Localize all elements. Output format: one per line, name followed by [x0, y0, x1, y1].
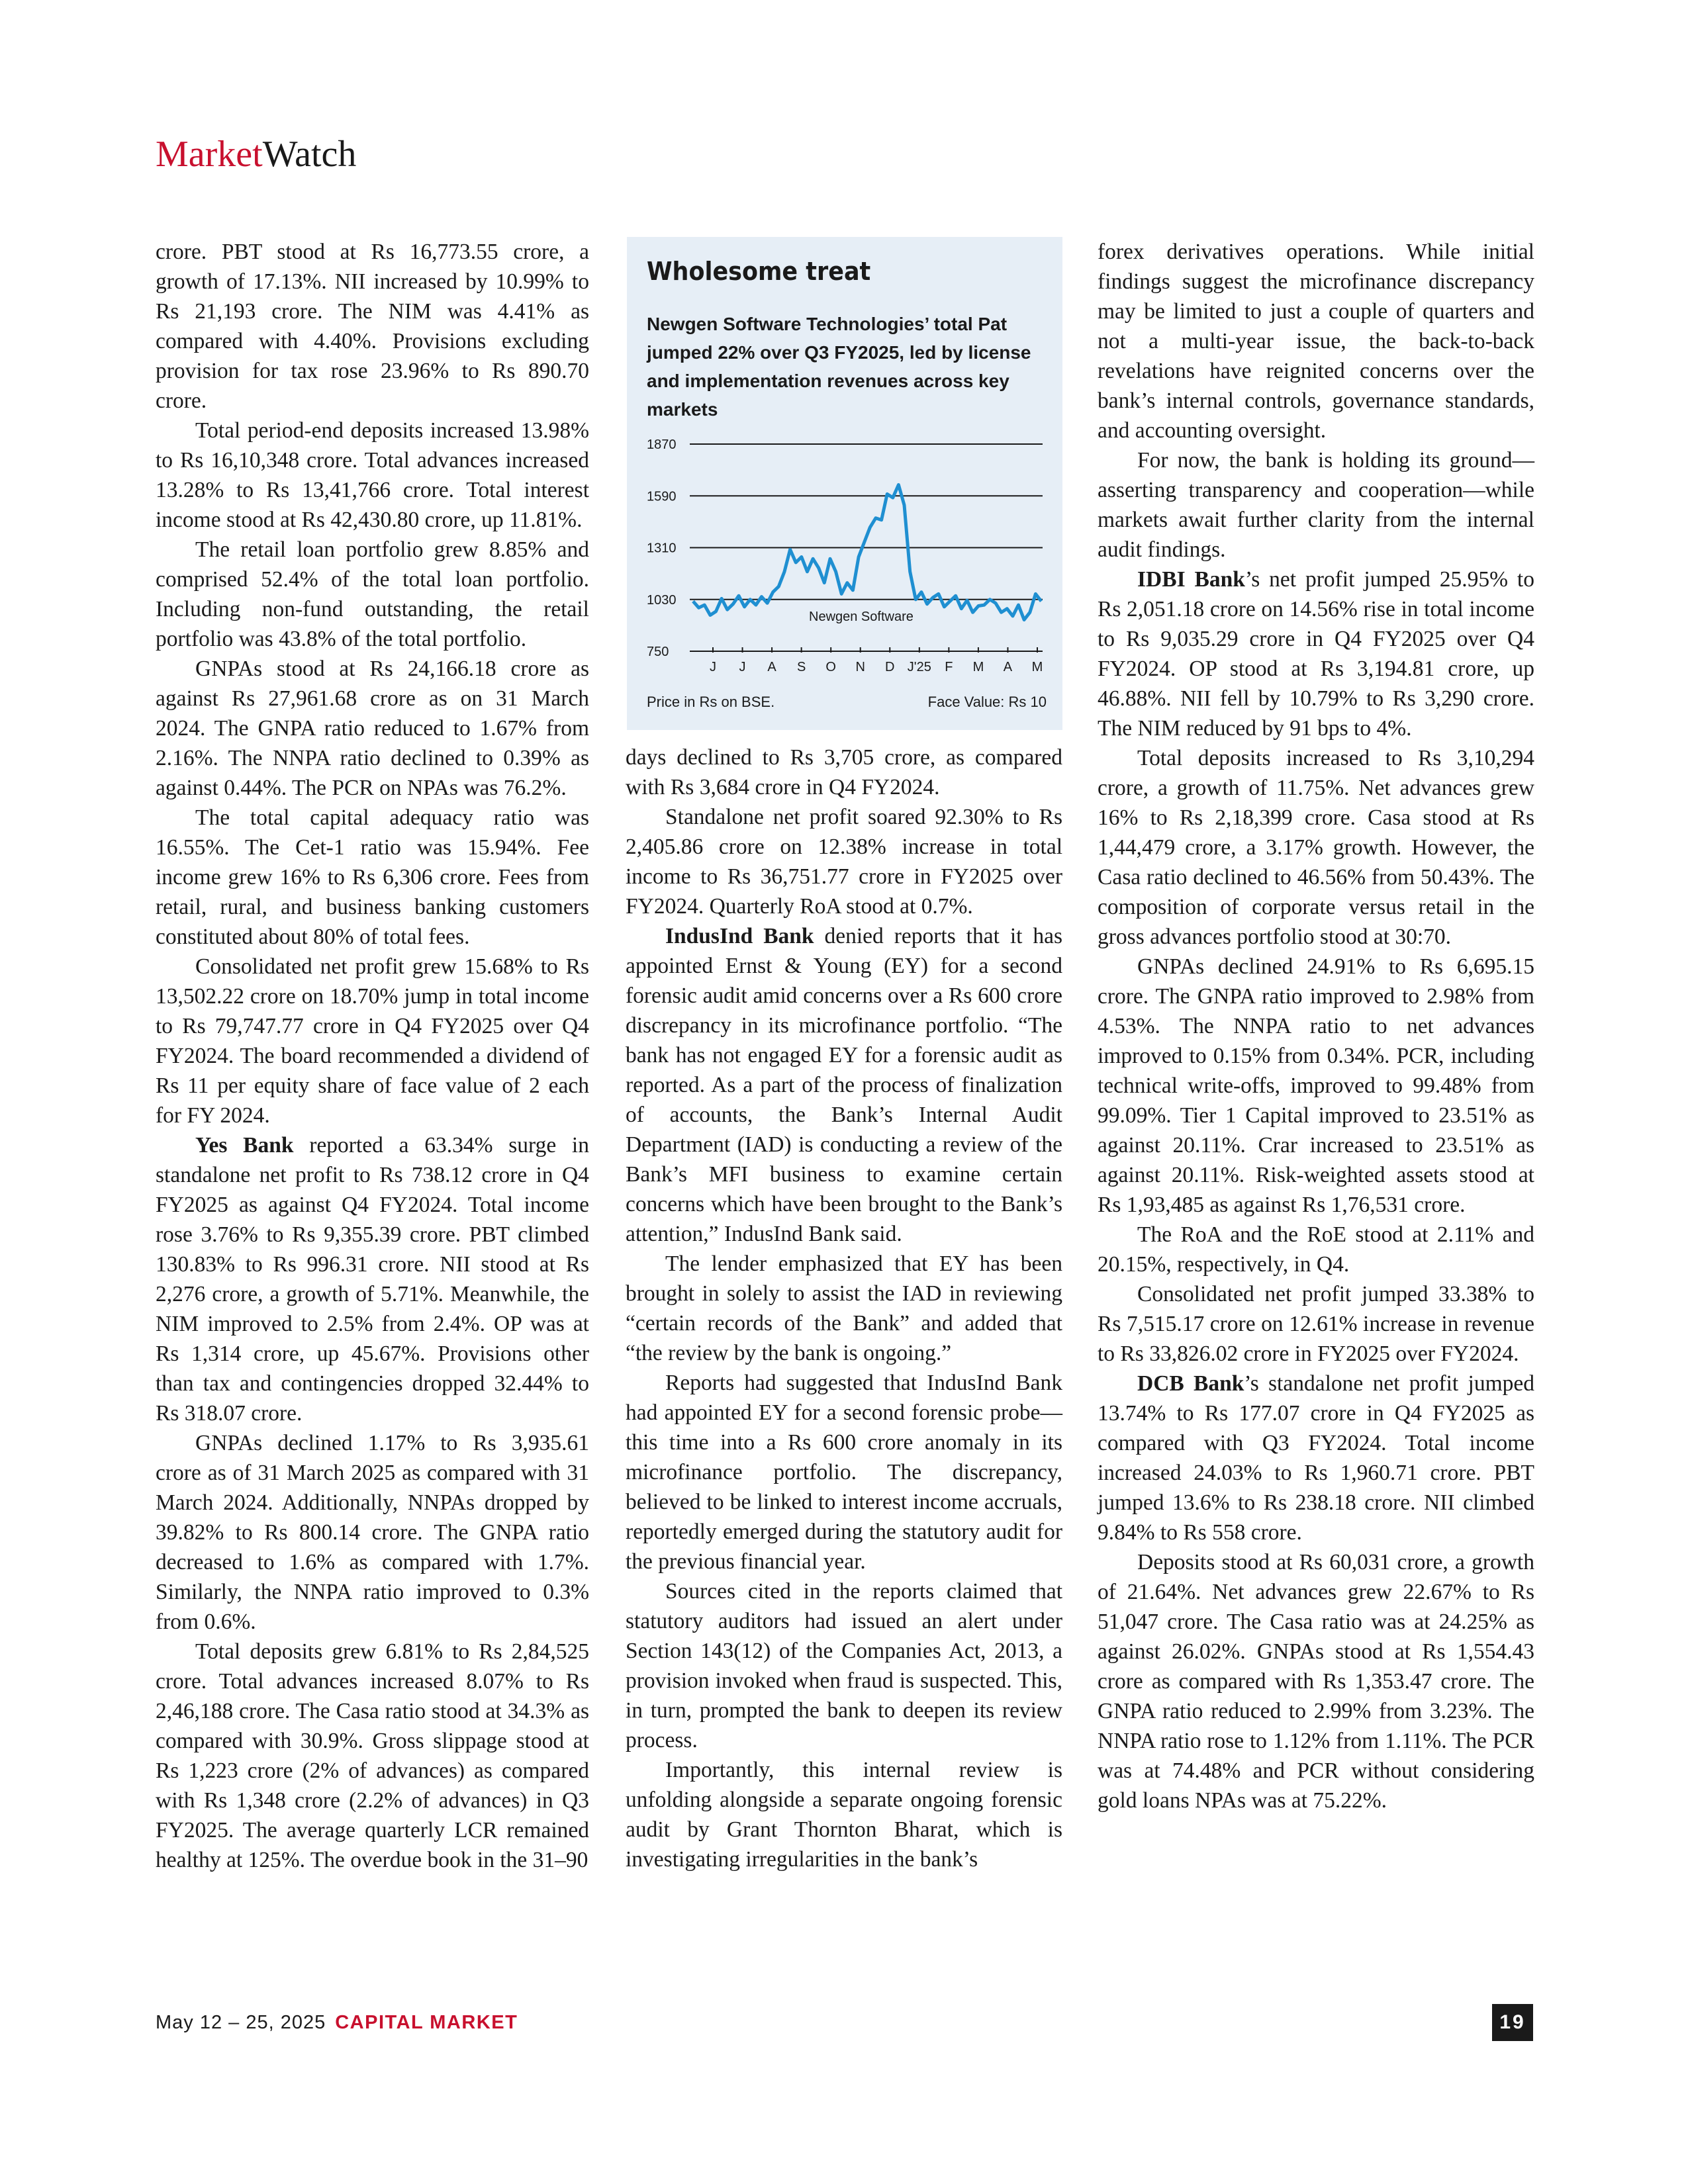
- x-tick-label: N: [855, 660, 865, 674]
- paragraph: Total period-end deposits increased 13.98% to Rs 16,10,348 crore. Total advances increased 13.28% to Rs 13,41,766 crore. Total interest income stood at Rs 42,430.80 crore, up 11.81%.: [156, 418, 589, 532]
- x-tick-label: O: [825, 660, 836, 674]
- series-label: Newgen Software: [809, 609, 914, 624]
- x-tick-label: F: [945, 660, 953, 674]
- x-tick-label: D: [885, 660, 895, 674]
- footer-issue: [156, 2012, 518, 2034]
- y-tick-label: 1310: [647, 541, 677, 556]
- paragraph: The total capital adequacy ratio was 16.55%. The Cet-1 ratio was 15.94%. Fee income grew 16% to Rs 6,306 crore. Fees from retail, rural, and business banking customers constituted about 80% of total fees.: [156, 805, 589, 949]
- paragraph-text: ’s net profit jumped 25.95% to Rs 2,051.18 crore on 14.56% rise in total income to Rs 9,035.29 crore in Q4 FY2025 over Q4 FY2024. OP stood at Rs 3,194.81 crore, up 46.88%. NII fell by 10.79% to Rs 3,290 crore. The NIM reduced by 91 bps to 4%.: [1098, 567, 1534, 741]
- x-tick-label: M: [972, 660, 984, 674]
- section-header: [156, 136, 356, 173]
- header-brand-black: Watch: [262, 134, 357, 175]
- chart-note-right: Face Value: Rs 10: [927, 694, 1047, 710]
- paragraph: [1098, 1369, 1534, 1547]
- paragraph: For now, the bank is holding its ground—asserting transparency and cooperation—while markets await further clarity from the internal audit findings.: [1098, 448, 1534, 562]
- y-tick-label: 1030: [647, 592, 677, 608]
- article-column-1: [156, 237, 589, 1875]
- paragraph: Standalone net profit soared 92.30% to Rs 2,405.86 crore on 12.38% increase in total income to Rs 36,751.77 crore in FY2025 over FY2024. Quarterly RoA stood at 0.7%.: [626, 805, 1062, 919]
- paragraph: [156, 1130, 589, 1428]
- bank-name: IndusInd Bank: [665, 924, 814, 948]
- paragraph: forex derivatives operations. While initial findings suggest the microfinance discrepancy may be limited to just a couple of quarters and not a multi-year issue, the back-to-back revelations have reignited concerns over the bank’s internal controls, governance standards, and accounting oversight.: [1098, 240, 1534, 443]
- chart-note-left: Price in Rs on BSE.: [647, 694, 775, 710]
- paragraph-text: ’s standalone net profit jumped 13.74% to Rs 177.07 crore in Q4 FY2025 as compared with Q3 FY2024. Total income increased 24.03% to Rs 1,960.71 crore. PBT jumped 13.6% to Rs 238.18 crore. NII climbed 9.84% to Rs 558 crore.: [1098, 1371, 1534, 1545]
- page-number: 19: [1492, 2004, 1533, 2041]
- paragraph: Total deposits grew 6.81% to Rs 2,84,525 crore. Total advances increased 8.07% to Rs 2,46,188 crore. The Casa ratio stood at 34.3% as compared with 30.9%. Gross slippage stood at Rs 1,223 crore (2% of advances) as compared with Rs 1,348 crore (2.2% of advances) in Q3 FY2025. The average quarterly LCR remained healthy at 125%. The overdue book in the 31–90: [156, 1639, 589, 1872]
- sidebar-title: Wholesome treat: [647, 257, 871, 286]
- x-tick-label: J: [739, 660, 746, 674]
- paragraph-text: reported a 63.34% surge in standalone net profit to Rs 738.12 crore in Q4 FY2025 as against Q4 FY2024. Total income rose 3.76% to Rs 9,355.39 crore. PBT climbed 130.83% to Rs 996.31 crore. NII stood at Rs 2,276 crore, a growth of 5.71%. Meanwhile, the NIM improved to 2.5% from 2.4%. OP was at Rs 1,314 crore, up 45.67%. Provisions other than tax and contingencies dropped 32.44% to Rs 318.07 crore.: [156, 1133, 589, 1426]
- y-tick-label: 1590: [647, 489, 677, 504]
- article-column-3: [1098, 237, 1534, 1815]
- paragraph: days declined to Rs 3,705 crore, as compared with Rs 3,684 crore in Q4 FY2024.: [626, 745, 1062, 799]
- x-tick-label: A: [767, 660, 776, 674]
- paragraph: GNPAs declined 1.17% to Rs 3,935.61 crore as of 31 March 2025 as compared with 31 March 2024. Additionally, NNPAs dropped by 39.82% to Rs 800.14 crore. The GNPA ratio decreased to 1.6% as compared with 1.7%. Similarly, the NNPA ratio improved to 0.3% from 0.6%.: [156, 1431, 589, 1634]
- paragraph: Sources cited in the reports claimed that statutory auditors had issued an alert under Section 143(12) of the Companies Act, 2013, a provision invoked when fraud is suspected. This, in turn, prompted the bank to deepen its review process.: [626, 1579, 1062, 1752]
- paragraph: GNPAs declined 24.91% to Rs 6,695.15 crore. The GNPA ratio improved to 2.98% from 4.53%. The NNPA ratio to net advances improved to 0.15% from 0.34%. PCR, including technical write-offs, improved to 99.48% from 99.09%. Tier 1 Capital improved to 23.51% as against 20.11%. Crar increased to 23.51% as against 20.11%. Risk-weighted assets stood at Rs 1,93,485 as against Rs 1,76,531 crore.: [1098, 954, 1534, 1217]
- bank-name: DCB Bank: [1137, 1371, 1244, 1396]
- paragraph: The lender emphasized that EY has been brought in solely to assist the IAD in reviewing “certain records of the Bank” and added that “the review by the bank is ongoing.”: [626, 1251, 1062, 1365]
- footer-date: May 12 – 25, 2025: [156, 2012, 326, 2033]
- article-column-2: [626, 743, 1062, 1874]
- paragraph: Reports had suggested that IndusInd Bank had appointed EY for a second forensic probe—this time into a Rs 600 crore anomaly in its microfinance portfolio. The discrepancy, believed to be linked to interest income accruals, reportedly emerged during the statutory audit for the previous financial year.: [626, 1371, 1062, 1574]
- sidebar-subtitle: Newgen Software Technologies’ total Pat jumped 22% over Q3 FY2025, led by license and implementation revenues across key markets: [647, 314, 1031, 420]
- paragraph: GNPAs stood at Rs 24,166.18 crore as against Rs 27,961.68 crore as on 31 March 2024. The GNPA ratio reduced to 1.67% from 2.16%. The NNPA ratio declined to 0.39% as against 0.44%. The PCR on NPAs was 76.2%.: [156, 657, 589, 800]
- y-tick-label: 1870: [647, 437, 677, 452]
- stock-price-chart: [627, 237, 1062, 730]
- header-brand-red: Market: [156, 134, 263, 175]
- paragraph: Deposits stood at Rs 60,031 crore, a growth of 21.64%. Net advances grew 22.67% to Rs 51,047 crore. The Casa ratio was at 24.25% as against 26.02%. GNPAs stood at Rs 1,554.43 crore as compared with Rs 1,353.47 crore. The GNPA ratio reduced to 2.99% from 3.23%. The NNPA ratio rose to 1.12% from 1.11%. The PCR was at 74.48% and PCR without considering gold loans NPAs was at 75.22%.: [1098, 1550, 1534, 1813]
- x-tick-label: S: [796, 660, 806, 674]
- paragraph-text: denied reports that it has appointed Ernst & Young (EY) for a second forensic audit amid concerns over a Rs 600 crore discrepancy in its microfinance portfolio. “The bank has not engaged EY for a forensic audit as reported. As a part of the process of finalization of accounts, the Bank’s Internal Audit Department (IAD) is conducting a review of the Bank’s MFI business to examine certain concerns which have been brought to the Bank’s attention,” IndusInd Bank said.: [626, 924, 1063, 1246]
- x-tick-label: A: [1003, 660, 1013, 674]
- x-tick-label: J'25: [907, 660, 931, 674]
- footer-magazine: CAPITAL MARKET: [335, 2012, 518, 2033]
- x-tick-label: J: [710, 660, 716, 674]
- paragraph: Total deposits increased to Rs 3,10,294 crore, a growth of 11.75%. Net advances grew 16% to Rs 2,18,399 crore. Casa stood at Rs 1,44,479 crore, a 3.17% growth. However, the Casa ratio declined to 46.56% from 50.43%. The composition of corporate versus retail in the gross advances portfolio stood at 30:70.: [1098, 746, 1534, 949]
- paragraph: Consolidated net profit jumped 33.38% to Rs 7,515.17 crore on 12.61% increase in revenue to Rs 33,826.02 crore in FY2025 over FY2024.: [1098, 1282, 1534, 1366]
- paragraph: [1098, 565, 1534, 743]
- paragraph: The retail loan portfolio grew 8.85% and comprised 52.4% of the total loan portfolio. Including non-fund outstanding, the retail portfolio was 43.8% of the total portfolio.: [156, 537, 589, 651]
- y-tick-label: 750: [647, 645, 669, 659]
- paragraph: [626, 921, 1062, 1249]
- bank-name: IDBI Bank: [1137, 567, 1245, 592]
- x-tick-label: M: [1031, 660, 1043, 674]
- paragraph: The RoA and the RoE stood at 2.11% and 20.15%, respectively, in Q4.: [1098, 1222, 1534, 1277]
- sidebar-box: [627, 237, 1062, 730]
- paragraph: Importantly, this internal review is unfolding alongside a separate ongoing forensic audit by Grant Thornton Bharat, which is investigating irregularities in the bank’s: [626, 1758, 1062, 1872]
- bank-name: Yes Bank: [195, 1133, 294, 1158]
- paragraph: Consolidated net profit grew 15.68% to Rs 13,502.22 crore on 18.70% jump in total income to Rs 79,747.77 crore in Q4 FY2025 over Q4 FY2024. The board recommended a dividend of Rs 11 per equity share of face value of 2 each for FY 2024.: [156, 954, 589, 1128]
- paragraph: crore. PBT stood at Rs 16,773.55 crore, a growth of 17.13%. NII increased by 10.99% to Rs 21,193 crore. The NIM was 4.41% as compared with 4.40%. Provisions excluding provision for tax rose 23.96% to Rs 890.70 crore.: [156, 240, 589, 413]
